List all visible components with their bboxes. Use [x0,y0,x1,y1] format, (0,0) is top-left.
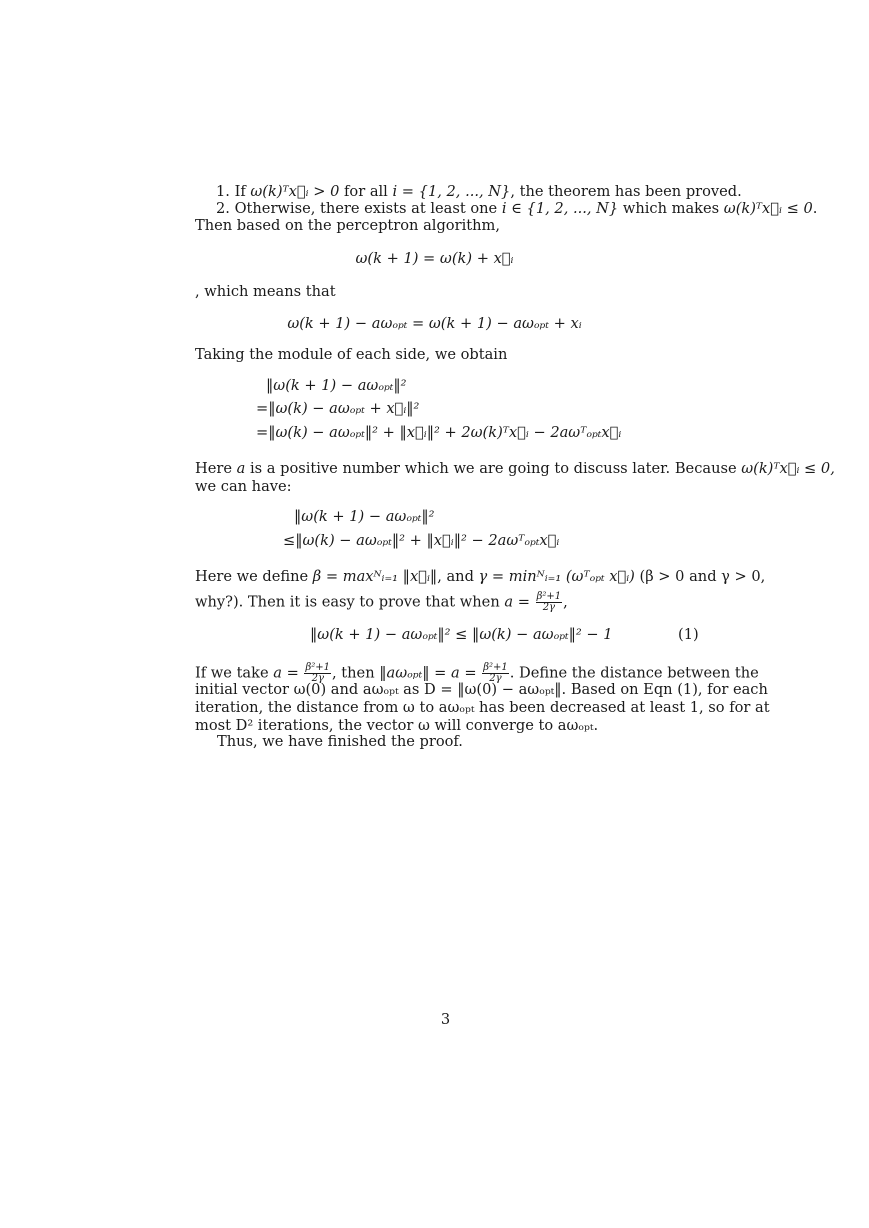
paragraph-line: Here we define β = maxᴺᵢ₌₁ ‖x⃗ᵢ‖, and γ = minᴺᵢ₌₁ (ωᵀₒₚₜ x⃗ᵢ) (β > 0 and γ > 0, [195,568,766,585]
equation-diff: ω(k + 1) − aωₒₚₜ = ω(k + 1) − aωₒₚₜ + xᵢ [287,315,582,332]
paragraph-text: , which means that [195,283,336,300]
paragraph-text: Then based on the perceptron algorithm, [195,217,500,234]
paragraph-line: most D² iterations, the vector ω will converge to aωₒₚₜ. [195,717,599,734]
fraction: $\frac{\text{β²+1}}{2\gamma}$ [483,662,508,684]
equation-norm-line-3: =‖ω(k) − aωₒₚₜ‖² + ‖x⃗ᵢ‖² + 2ω(k)ᵀx⃗ᵢ − 2aωᵀₒₚₜx⃗ᵢ [256,424,622,441]
paragraph-line: If we take a = $\frac{\text{β²+1}}{2\gamma}$ , then ‖aωₒₚₜ‖ = a = $\frac{\text{β²+1}}{2\gamma}$ . Define the distance between the [195,662,759,684]
list-item-1: 1. If ω(k)ᵀx⃗ᵢ > 0 for all i = {1, 2, ..., N}, the theorem has been proved. [216,183,742,200]
equation-update: ω(k + 1) = ω(k) + x⃗ᵢ [355,250,514,267]
equation-ineq-line-2: ≤‖ω(k) − aωₒₚₜ‖² + ‖x⃗ᵢ‖² − 2aωᵀₒₚₜx⃗ᵢ [283,532,560,549]
inline-math: i ∈ {1, 2, ..., N} [501,200,619,217]
paragraph-line: initial vector ω(0) and aωₒₚₜ as D = ‖ω(0) − aωₒₚₜ‖. Based on Eqn (1), for each [195,681,768,698]
inline-math: i = {1, 2, ..., N} [392,183,511,200]
equation-ineq-line-1: ‖ω(k + 1) − aωₒₚₜ‖² [294,508,435,525]
paragraph-text: Taking the module of each side, we obtain [195,346,508,363]
fraction: $\frac{\text{β²+1}}{2\gamma}$ [536,591,562,613]
equation-number: (1) [678,626,699,643]
paragraph-line: why?). Then it is easy to prove that when a = $\frac{\text{β²+1}}{2\gamma}$ , [195,591,568,613]
paragraph-line: Here a is a positive number which we are going to discuss later. Because ω(k)ᵀx⃗ᵢ ≤ 0, [195,460,835,477]
equation-norm-line-1: ‖ω(k + 1) − aωₒₚₜ‖² [266,377,407,394]
list-marker: 2. [216,200,230,217]
list-marker: 1. [216,183,230,200]
paragraph-text: Thus, we have finished the proof. [217,733,463,750]
paragraph-line: we can have: [195,478,292,495]
inline-math: ω(k)ᵀx⃗ᵢ > 0 [250,183,340,200]
inline-math: ω(k)ᵀx⃗ᵢ ≤ 0 [723,200,813,217]
equation-norm-line-2: =‖ω(k) − aωₒₚₜ + x⃗ᵢ‖² [256,400,420,417]
paragraph-line: iteration, the distance from ω to aωₒₚₜ has been decreased at least 1, so for at [195,699,770,716]
equation-main: ‖ω(k + 1) − aωₒₚₜ‖² ≤ ‖ω(k) − aωₒₚₜ‖² − 1 [310,626,613,643]
fraction: $\frac{\text{β²+1}}{2\gamma}$ [305,662,331,684]
list-item-2: 2. Otherwise, there exists at least one i ∈ {1, 2, ..., N} which makes ω(k)ᵀx⃗ᵢ ≤ 0. [216,200,818,217]
page-number: 3 [440,1011,451,1028]
